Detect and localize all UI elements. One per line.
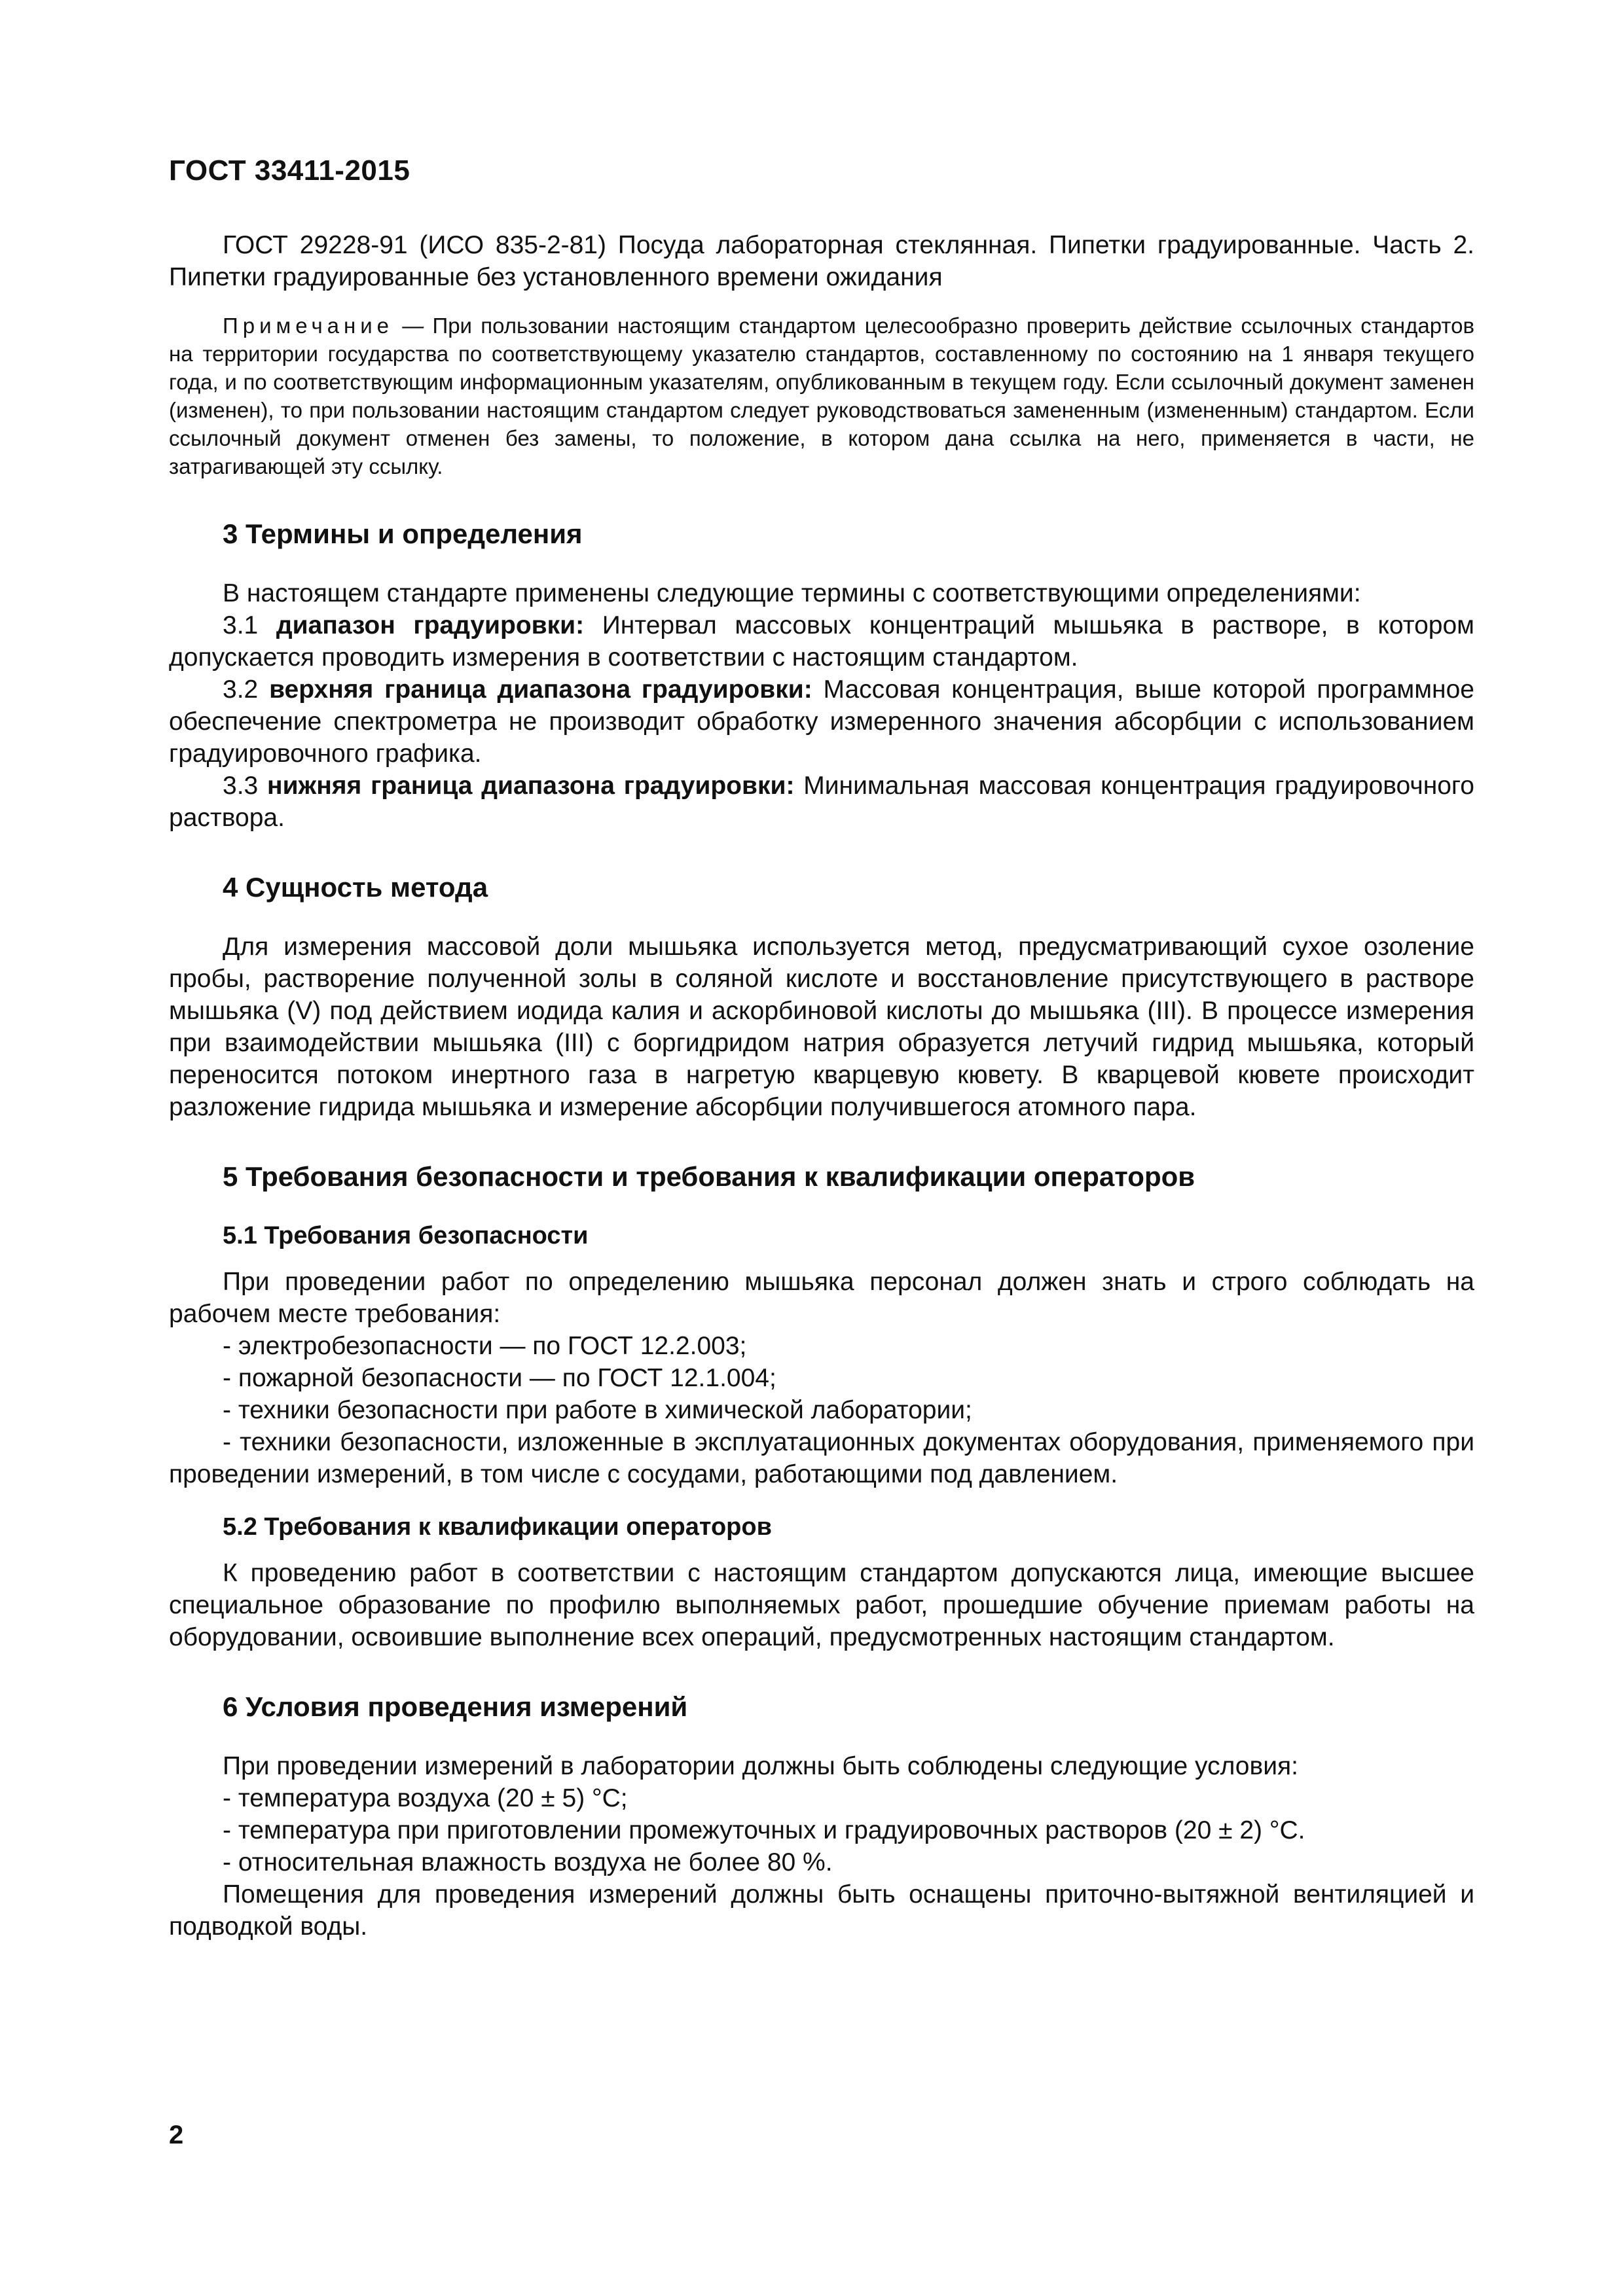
section-5-heading: 5 Требования безопасности и требования к квалификации операторов [223,1161,1195,1192]
term-3-3-term: нижняя граница диапазона градуировки: [267,772,795,800]
term-3-3-definition: Минимальная массовая концентрация градуировочного раствора. [169,772,1474,832]
section-6-paragraph: Помещения для проведения измерений должны быть оснащены приточно-вытяжной вентиляцией и подводкой воды. [169,1880,1474,1941]
section-5-2-heading: 5.2 Требования к квалификации операторов [223,1513,772,1541]
note-text: — При пользовании настоящим стандартом целесообразно проверить действие ссылочных стандартов на территории государства по соответствующему указателю стандартов, составленному по состоянию на 1 января текущего года, и по соответствующим информационным указателям, опубликованным в текущем году. Если ссылочный документ заменен (изменен), то при пользовании настоящим стандартом следует руководствоваться замененным (измененным) стандартом. Если ссылочный документ отменен без замены, то положение, в котором дана ссылка на него, применяется в части, не затрагивающей эту ссылку. [169,314,1474,478]
note-label: Примечание [223,314,394,338]
list-item: - электробезопасности — по ГОСТ 12.2.003; [223,1332,747,1360]
list-item: - температура воздуха (20 ± 5) °С; [223,1784,628,1812]
term-3-1-definition: Интервал массовых концентраций мышьяка в растворе, в котором допускается проводить измерения в соответствии с настоящим стандартом. [169,611,1474,672]
term-3-2 [169,673,1474,770]
term-3-3 [169,770,1474,834]
reference-gost-29228: ГОСТ 29228-91 (ИСО 835-2-81) Посуда лабораторная стеклянная. Пипетки градуированные. Часть 2. Пипетки градуированные без установленного времени ожидания [169,231,1474,291]
section-6-heading: 6 Условия проведения измерений [223,1691,688,1722]
term-3-2-number: 3.2 [223,675,270,704]
section-6-intro: При проведении измерений в лаборатории должны быть соблюдены следующие условия: [223,1752,1298,1780]
term-3-1 [169,609,1474,673]
term-3-2-definition: Массовая концентрация, выше которой программное обеспечение спектрометра не производит обработку измеренного значения абсорбции с использованием градуировочного графика. [169,675,1474,768]
list-item: - техники безопасности, изложенные в эксплуатационных документах оборудования, применяемого при проведении измерений, в том числе с сосудами, работающими под давлением. [169,1428,1474,1488]
list-item: - техники безопасности при работе в химической лаборатории; [223,1396,972,1424]
list-item: - относительная влажность воздуха не более 80 %. [223,1848,833,1876]
term-3-2-term: верхняя граница диапазона градуировки: [269,675,812,704]
term-3-1-term: диапазон градуировки: [276,611,585,639]
note-paragraph [169,312,1474,480]
term-3-3-number: 3.3 [223,772,268,800]
list-item: - пожарной безопасности — по ГОСТ 12.1.004; [223,1364,776,1392]
section-5-2-paragraph: К проведению работ в соответствии с настоящим стандартом допускаются лица, имеющие высшее специальное образование по профилю выполняемых работ, прошедшие обучение приемам работы на оборудовании, освоившие выполнение всех операций, предусмотренных настоящим стандартом. [169,1559,1474,1651]
section-3-intro: В настоящем стандарте применены следующие термины с соответствующими определениями: [223,579,1361,607]
list-item: - температура при приготовлении промежуточных и градуировочных растворов (20 ± 2) °С. [223,1816,1305,1844]
section-4-paragraph: Для измерения массовой доли мышьяка используется метод, предусматривающий сухое озоление пробы, растворение полученной золы в соляной кислоте и восстановление присутствующего в растворе мышьяка (V) под действием иодида калия и аскорбиновой кислоты до мышьяка (III). В процессе измерения при взаимодействии мышьяка (III) с боргидридом натрия образуется летучий гидрид мышьяка, который переносится потоком инертного газа в нагретую кварцевую кювету. В кварцевой кювете происходит разложение гидрида мышьяка и измерение абсорбции получившегося атомного пара. [169,933,1474,1121]
document-code-header: ГОСТ 33411-2015 [169,154,410,187]
page-number: 2 [169,2121,184,2149]
section-5-1-heading: 5.1 Требования безопасности [223,1222,589,1249]
section-3-heading: 3 Термины и определения [223,518,583,549]
section-5-1-intro: При проведении работ по определению мышьяка персонал должен знать и строго соблюдать на рабочем месте требования: [169,1268,1474,1328]
section-4-heading: 4 Сущность метода [223,872,488,903]
page-content [169,229,1474,1943]
term-3-1-number: 3.1 [223,611,276,639]
